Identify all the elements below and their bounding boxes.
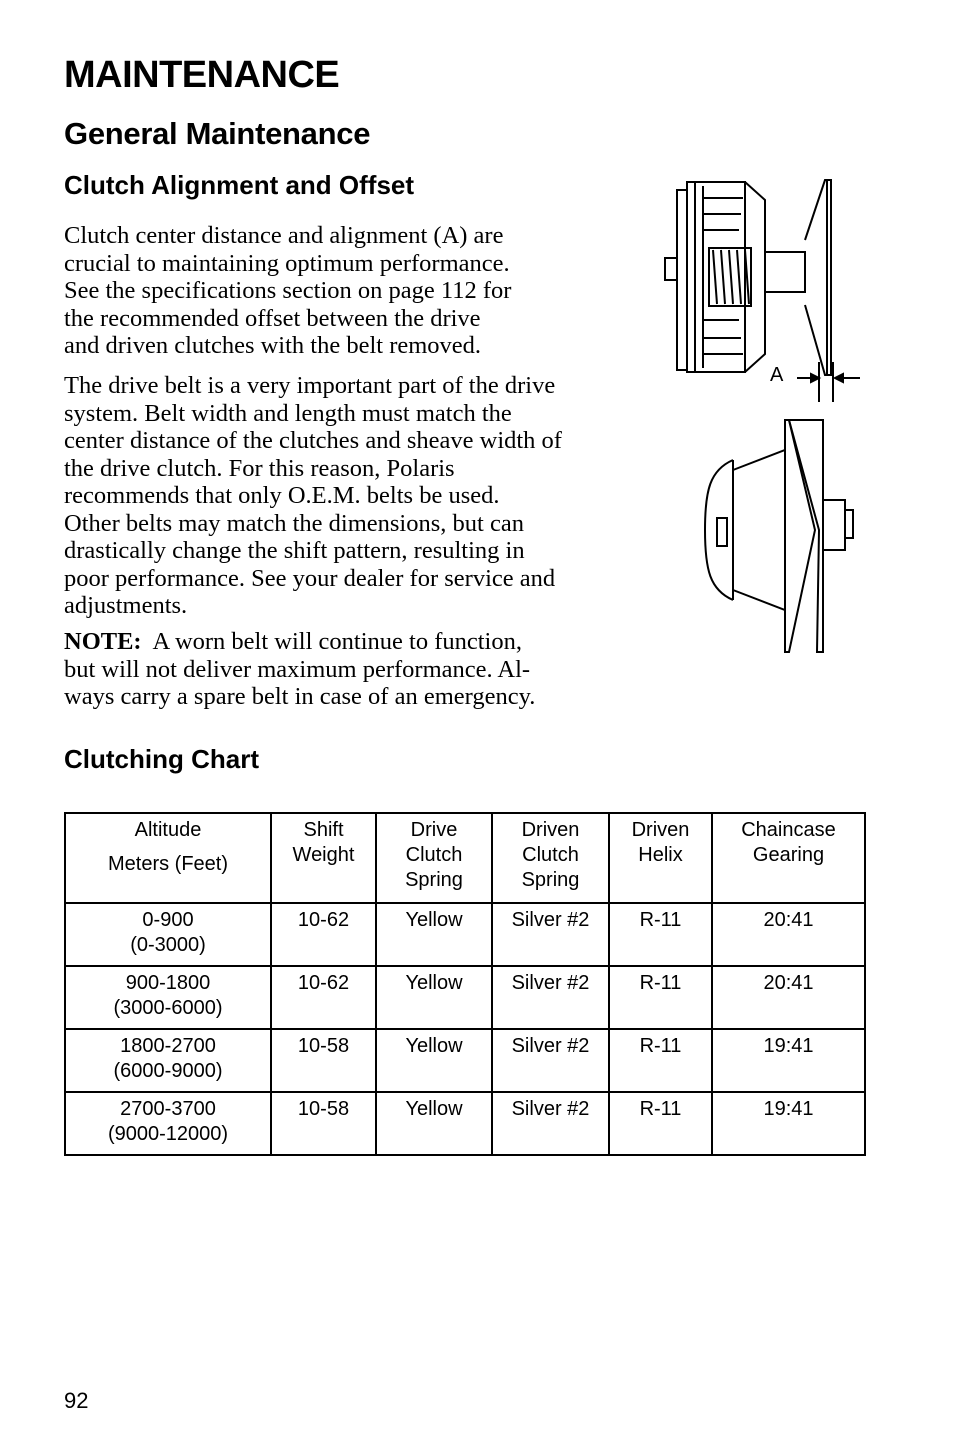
clutch-diagram (655, 170, 875, 670)
table-row (65, 1029, 865, 1092)
column-header-drive-clutch-spring: Drive Clutch Spring (376, 813, 492, 903)
cell-gearing: 19:41 (712, 1092, 865, 1155)
table-row (65, 1092, 865, 1155)
clutching-chart-table (64, 812, 866, 1156)
column-header-chaincase-gearing: Chaincase Gearing (712, 813, 865, 903)
column-header-altitude (65, 813, 271, 903)
clutch-alignment-figure (655, 170, 875, 670)
text-line: but will not deliver maximum performance. Al- (64, 655, 531, 683)
table-row (65, 903, 865, 966)
cell-driven-spring: Silver #2 (492, 1029, 609, 1092)
text-line: crucial to maintaining optimum performance. (64, 249, 510, 277)
page-heading: MAINTENANCE (64, 54, 340, 96)
text-line: Clutch center distance and alignment (A) are (64, 222, 504, 249)
column-header-driven-helix: Driven Helix (609, 813, 712, 903)
column-header-driven-clutch-spring: Driven Clutch Spring (492, 813, 609, 903)
drive-clutch-hub-plate (677, 190, 687, 370)
text-line: the recommended offset between the drive (64, 304, 481, 332)
clutching-chart-table-wrap (64, 812, 866, 1156)
cell-altitude: 2700-3700 (9000-12000) (65, 1092, 271, 1155)
column-header-shift-weight: Shift Weight (271, 813, 376, 903)
table-row (65, 966, 865, 1029)
text-line: drastically change the shift pattern, resulting in (64, 537, 525, 564)
table-header-row (65, 813, 865, 903)
column-header-altitude-units: Meters (Feet) (107, 853, 229, 875)
cell-gearing: 20:41 (712, 966, 865, 1029)
note-label: NOTE: (64, 628, 142, 655)
text-line: center distance of the clutches and sheave width of (64, 427, 562, 454)
page-number: 92 (64, 1388, 89, 1413)
cell-shift-weight: 10-62 (271, 903, 376, 966)
cell-drive-spring: Yellow (376, 966, 492, 1029)
cell-helix: R-11 (609, 1029, 712, 1092)
cell-helix: R-11 (609, 903, 712, 966)
text-line: ways carry a spare belt in case of an emergency. (64, 683, 536, 710)
clutch-alignment-paragraph-1 (64, 222, 511, 360)
text-line: recommends that only O.E.M. belts be used. (64, 482, 500, 509)
driven-clutch-cover (705, 460, 733, 600)
text-line: and driven clutches with the belt removed. (64, 332, 482, 359)
text-line (64, 628, 535, 656)
text-line: the drive clutch. For this reason, Polaris (64, 454, 455, 482)
drive-belt-paragraph (64, 372, 562, 620)
clutching-chart-heading: Clutching Chart (64, 744, 259, 774)
cell-helix: R-11 (609, 966, 712, 1029)
cell-shift-weight: 10-62 (271, 966, 376, 1029)
cell-gearing: 19:41 (712, 1029, 865, 1092)
text-line: poor performance. See your dealer for service and (64, 564, 556, 592)
cell-drive-spring: Yellow (376, 903, 492, 966)
cell-driven-spring: Silver #2 (492, 903, 609, 966)
note-text: A worn belt will continue to function, (141, 628, 522, 655)
text-line: Other belts may match the dimensions, but can (64, 509, 524, 537)
figure-label-a: A (770, 364, 784, 386)
column-header-altitude-label: Altitude (134, 819, 202, 841)
text-line: The drive belt is a very important part of the drive (64, 372, 556, 399)
clutch-alignment-heading: Clutch Alignment and Offset (64, 170, 415, 200)
text-line: See the specifications section on page 112 for (64, 277, 512, 304)
cell-altitude: 900-1800 (3000-6000) (65, 966, 271, 1029)
cell-gearing: 20:41 (712, 903, 865, 966)
cell-altitude: 1800-2700 (6000-9000) (65, 1029, 271, 1092)
cell-shift-weight: 10-58 (271, 1092, 376, 1155)
section-heading: General Maintenance (64, 116, 371, 151)
cell-altitude: 0-900 (0-3000) (65, 903, 271, 966)
cell-driven-spring: Silver #2 (492, 1092, 609, 1155)
cell-shift-weight: 10-58 (271, 1029, 376, 1092)
cell-drive-spring: Yellow (376, 1029, 492, 1092)
text-line: system. Belt width and length must match the (64, 399, 512, 427)
cell-driven-spring: Silver #2 (492, 966, 609, 1029)
text-line: adjustments. (64, 592, 188, 619)
cell-helix: R-11 (609, 1092, 712, 1155)
cell-drive-spring: Yellow (376, 1092, 492, 1155)
note-paragraph (64, 628, 535, 711)
